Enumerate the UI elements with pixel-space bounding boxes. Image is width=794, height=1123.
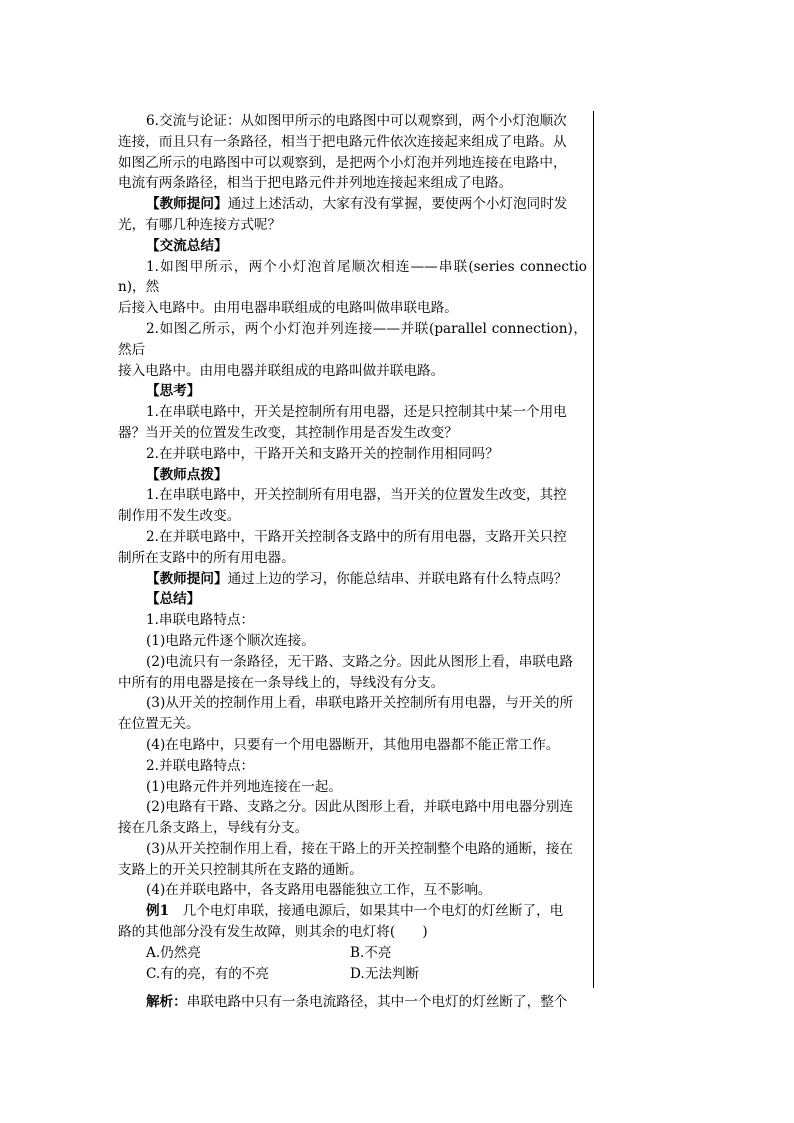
example-1-cont: 路的其他部分没有发生故障，则其余的电灯将( )	[118, 924, 428, 941]
series-point-3a: (3)从开关的控制作用上看，串联电路开关控制所有用电器，与开关的所	[146, 695, 574, 712]
parallel-title: 2.并联电路特点：	[146, 757, 255, 774]
series-point-4: (4)在电路中，只要有一个用电器断开，其他用电器都不能正常工作。	[146, 736, 560, 753]
series-point-2a: (2)电流只有一条路径，无干路、支路之分。因此从图形上看，串联电路	[146, 653, 574, 670]
example-tag: 例1	[146, 903, 170, 920]
option-b: B.不亮	[350, 944, 392, 961]
think-heading: 【思考】	[146, 383, 201, 400]
guide-p1a: 1.在串联电路中，开关控制所有用电器，当开关的位置发生改变，其控	[146, 487, 567, 504]
guide-p1b: 制作用不发生改变。	[118, 508, 241, 525]
section6-line3: 如图乙所示的电路图中可以观察到，是把两个小灯泡并列地连接在电路中，	[118, 154, 567, 171]
think-p1a: 1.在串联电路中，开关是控制所有用电器，还是只控制其中某一个用电	[146, 404, 567, 421]
parallel-point-2b: 接在几条支路上，导线有分支。	[118, 820, 309, 837]
example-options	[118, 943, 587, 985]
spacer	[118, 984, 587, 992]
think-p2: 2.在并联电路中，干路开关和支路开关的控制作用相同吗？	[146, 445, 499, 462]
series-point-2b: 中所有的用电器是接在一条导线上的，导线没有分支。	[118, 674, 445, 691]
example-1	[118, 901, 587, 922]
think-p1b: 器？当开关的位置发生改变，其控制作用是否发生改变？	[118, 424, 458, 441]
summary-p2b: 接入电路中。由用电器并联组成的电路叫做并联电路。	[118, 362, 445, 379]
section6-line2: 连接，而且只有一条路径，相当于把电路元件依次连接起来组成了电路。从	[118, 133, 567, 150]
parallel-point-2a: (2)电路有干路、支路之分。因此从图形上看，并联电路中用电器分别连	[146, 799, 574, 816]
teacher-question-2-text: 通过上边的学习，你能总结串、并联电路有什么特点吗？	[227, 570, 568, 587]
parallel-point-1: (1)电路元件并列地连接在一起。	[146, 778, 342, 795]
teacher-question-1-cont: 光，有哪几种连接方式呢？	[118, 216, 282, 233]
option-d: D.无法判断	[350, 965, 420, 982]
series-title: 1.串联电路特点：	[146, 612, 255, 629]
summary-p1b: 后接入电路中。由用电器串联组成的电路叫做串联电路。	[118, 300, 458, 317]
teacher-question-tag: 【教师提问】	[146, 196, 228, 213]
document-page	[118, 111, 594, 1011]
parallel-point-4: (4)在并联电路中，各支路用电器能独立工作，互不影响。	[146, 882, 492, 899]
example-text: 几个电灯串联，接通电源后，如果其中一个电灯的灯丝断了，电	[182, 903, 564, 920]
teacher-question-1	[118, 194, 587, 215]
analysis-tag: 解析：	[146, 994, 187, 1011]
parallel-point-3b: 支路上的开关只控制其所在支路的通断。	[118, 861, 363, 878]
guide-heading: 【教师点拨】	[146, 466, 228, 483]
series-point-1: (1)电路元件逐个顺次连接。	[146, 632, 315, 649]
option-a: A.仍然亮	[146, 944, 201, 961]
guide-p2a: 2.在并联电路中，干路开关控制各支路中的所有用电器，支路开关只控	[146, 528, 567, 545]
section6-line4: 电流有两条路径，相当于把电路元件并列地连接起来组成了电路。	[118, 175, 513, 192]
teacher-question-text: 通过上述活动，大家有没有掌握，要使两个小灯泡同时发	[227, 196, 568, 213]
guide-p2b: 制所在支路中的所有用电器。	[118, 549, 295, 566]
summary-p2a: 2.如图乙所示，两个小灯泡并列连接——并联(parallel connection)，然后	[118, 320, 587, 358]
section6-line1: 6.交流与论证：从如图甲所示的电路图中可以观察到，两个小灯泡顺次	[146, 113, 567, 129]
teacher-question-2-tag: 【教师提问】	[146, 570, 228, 587]
summary-p1a: 1.如图甲所示，两个小灯泡首尾顺次相连——串联(series connection)，然	[118, 258, 587, 296]
teacher-question-2	[118, 569, 587, 590]
parallel-point-3a: (3)从开关控制作用上看，接在干路上的开关控制整个电路的通断，接在	[146, 840, 574, 857]
conclusion-heading: 【总结】	[146, 591, 201, 608]
option-c: C.有的亮，有的不亮	[146, 965, 269, 982]
series-point-3b: 在位置无关。	[118, 716, 200, 733]
analysis	[118, 992, 587, 1013]
summary-heading: 【交流总结】	[146, 237, 228, 254]
analysis-text: 串联电路中只有一条电流路径，其中一个电灯的灯丝断了，整个	[186, 994, 568, 1011]
